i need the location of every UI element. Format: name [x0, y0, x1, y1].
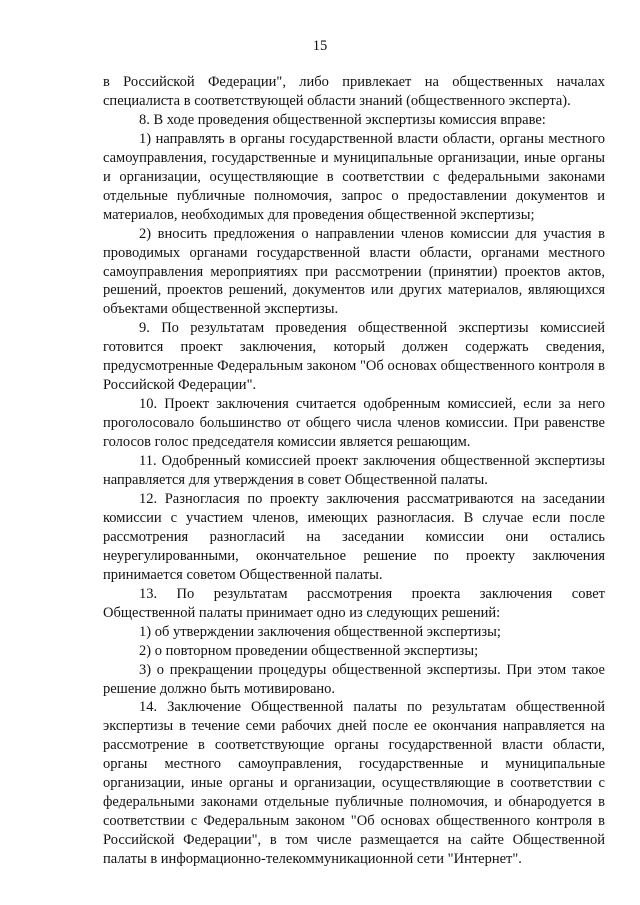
paragraph-8-item-2: 2) вносить предложения о направлении членов комиссии для участия в проводимых органами государственной власти области, органами местного самоуправления мероприятиях при рассмотрении (принятии) проектов актов, решений, проектов решений, документов или других материалов, являющихся объектами общественной экспертизы. — [103, 225, 605, 318]
paragraph-13-item-3: 3) о прекращении процедуры общественной экспертизы. При этом такое решение должно быть мотивировано. — [103, 661, 605, 697]
paragraph-13-item-1: 1) об утверждении заключения общественной экспертизы; — [139, 623, 501, 640]
paragraph-8: 8. В ходе проведения общественной экспертизы комиссия вправе: — [139, 111, 546, 128]
paragraph-9: 9. По результатам проведения общественной экспертизы комиссией готовится проект заключения, который должен содержать сведения, предусмотренные Федеральным законом "Об основах общественного контроля в Российской Федерации". — [103, 320, 605, 394]
paragraph-13: 13. По результатам рассмотрения проекта заключения совет Общественной палаты принимает одно из следующих решений: — [103, 585, 605, 621]
page-number: 15 — [312, 38, 328, 54]
paragraph-continuation: в Российской Федерации", либо привлекает на общественных началах специалиста в соответствующей области знаний (общественного эксперта). — [103, 74, 605, 109]
paragraph-10: 10. Проект заключения считается одобренным комиссией, если за него проголосовало большинство от общего числа членов комиссии. При равенстве голосов голос председателя комиссии является решающим. — [103, 396, 605, 451]
document-body — [103, 73, 605, 869]
paragraph-8-item-1: 1) направлять в органы государственной власти области, органы местного самоуправления, государственные и муниципальные организации, иные органы и организации, осуществляющие в соответствии с федеральными законами отдельные публичные полномочия, запрос о предоставлении документов и материалов, необходимых для проведения общественной экспертизы; — [103, 130, 605, 223]
paragraph-12: 12. Разногласия по проекту заключения рассматриваются на заседании комиссии с участием членов, имеющих разногласия. В случае если после рассмотрения разногласий на заседании комиссии они остались неурегулированными, окончательное решение по проекту заключения принимается советом Общественной палаты. — [103, 490, 605, 583]
paragraph-13-item-2: 2) о повторном проведении общественной экспертизы; — [139, 642, 479, 659]
paragraph-11: 11. Одобренный комиссией проект заключения общественной экспертизы направляется для утверждения в совет Общественной палаты. — [103, 453, 605, 489]
paragraph-14: 14. Заключение Общественной палаты по результатам общественной экспертизы в течение семи рабочих дней после ее окончания направляется на рассмотрение в соответствующие органы государственной власти области, органы местного самоуправления, государственные и муниципальные организации, иные органы и организации, осуществляющие в соответствии с федеральными законами отдельные публичные полномочия, и обнародуется в соответствии с Федеральным законом "Об основах общественного контроля в Российской Федерации", в том числе размещается на сайте Общественной палаты в информационно-телекоммуникационной сети "Интернет". — [103, 699, 605, 868]
